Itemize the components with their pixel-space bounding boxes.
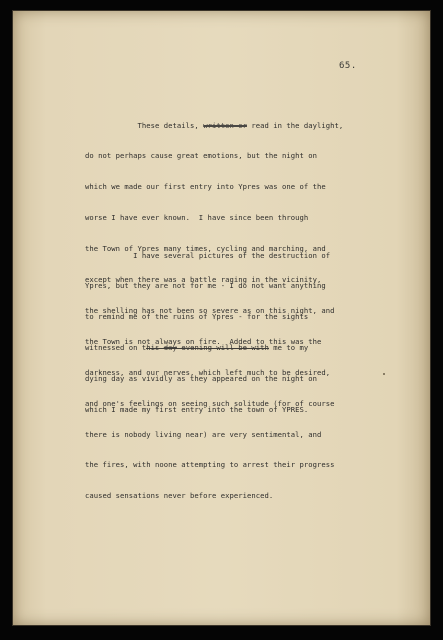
page-number: 65. <box>339 61 357 71</box>
paragraph-line: there is nobody living near) are very sentimental, and <box>85 429 322 439</box>
paragraph-line: dying day as vividly as they appeared on the night on <box>85 374 317 384</box>
paper-speck <box>383 373 385 375</box>
paragraph-line: the Town of Ypres many times, cycling and marching, and <box>85 244 326 254</box>
paragraph-line <box>85 251 407 261</box>
paragraph-line: caused sensations never before experienced. <box>85 491 274 501</box>
paragraph-2 <box>85 230 407 436</box>
paragraph-line: worse I have ever known. I have since been through <box>85 213 309 223</box>
line-text: I have several pictures of the destruction of <box>133 250 331 260</box>
typewritten-page <box>12 10 431 626</box>
paragraph-line: darkness, and our nerves, which left much to be desired, <box>85 367 331 377</box>
paragraph-line: and one's feelings on seeing such solitude (for of course <box>85 398 335 408</box>
paragraph-line <box>85 121 407 131</box>
paragraph-line: which I made my first entry into the town of YPRES. <box>85 405 309 415</box>
line-text: witnessed on this <box>85 343 164 353</box>
paragraph-line: do not perhaps cause great emotions, but the night on <box>85 151 317 161</box>
paragraph-line: to remind me of the ruins of Ypres - for the sights <box>85 312 309 322</box>
paragraph-line: which we made our first entry into Ypres was one of the <box>85 182 326 192</box>
paragraph-line: the Town is not always on fire. Added to this was the <box>85 336 322 346</box>
section-divider-rule <box>146 348 269 349</box>
line-text: read in the daylight, <box>246 120 344 130</box>
line-text: These details, <box>137 120 204 130</box>
struck-out-text: day <box>163 343 177 353</box>
paragraph-line: Ypres, but they are not for me - I do not want anything <box>85 281 326 291</box>
struck-out-text: written or <box>203 120 247 130</box>
paragraph-line: except when there was a battle raging in the vicinity, <box>85 275 322 285</box>
paragraph-line: the fires, with noone attempting to arrest their progress <box>85 460 335 470</box>
paragraph-line: the shelling has not been so severe as on this night, and <box>85 305 335 315</box>
line-text: evening will be with me to my <box>176 343 309 353</box>
